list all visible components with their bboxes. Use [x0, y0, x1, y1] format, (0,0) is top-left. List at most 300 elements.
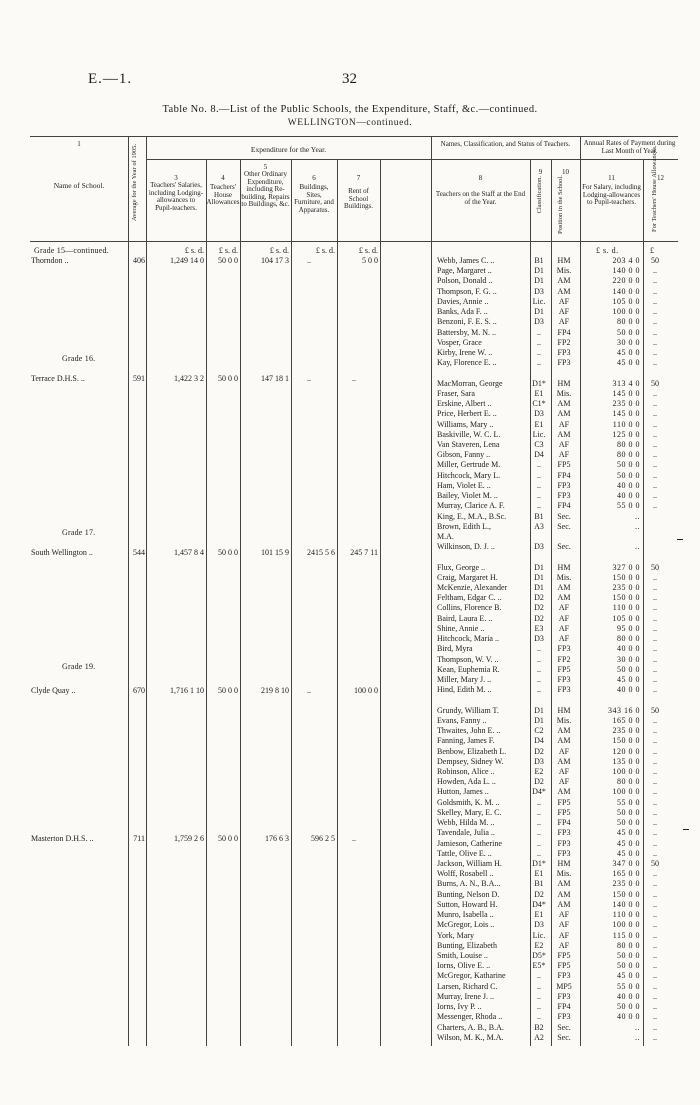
teacher-position: MP5 — [556, 981, 572, 991]
teacher-row — [0, 777, 700, 787]
teacher-position: Mis. — [556, 266, 572, 276]
teacher-salary-rate: 110 0 0 — [612, 603, 640, 613]
teacher-salary-rate: 45 0 0 — [617, 828, 640, 838]
teacher-house-allowance-rate: .. — [653, 470, 657, 480]
exp-buildings: .. — [307, 256, 311, 265]
teacher-salary-rate: 150 0 0 — [612, 889, 640, 899]
teacher-classification: Lic. — [532, 429, 546, 439]
col5-number: 5 — [263, 163, 268, 171]
teacher-salary-rate: 50 0 0 — [617, 807, 640, 817]
teacher-house-allowance-rate: .. — [653, 767, 657, 776]
teacher-row — [0, 757, 700, 767]
exp-other: 176 6 3 — [265, 834, 289, 843]
page-number: 32 — [342, 71, 357, 87]
teacher-name: Wolff, Rosabell .. — [437, 869, 494, 879]
teacher-salary-rate: 45 0 0 — [617, 838, 640, 848]
teacher-name: McKenzie, Alexander — [437, 583, 508, 593]
exp-other: 101 15 9 — [261, 548, 289, 557]
teacher-position: FP5 — [557, 807, 571, 817]
unit-col6: £ s. d. — [315, 246, 335, 255]
teacher-classification: .. — [537, 491, 541, 501]
teacher-row — [0, 1023, 700, 1033]
teacher-classification: D1* — [532, 378, 546, 388]
teacher-position: FP3 — [557, 491, 571, 501]
teacher-name: Webb, James C. .. — [437, 256, 495, 265]
teacher-salary-rate: 50 0 0 — [617, 470, 640, 480]
teacher-row — [0, 624, 700, 634]
teacher-row — [0, 348, 700, 358]
teacher-row — [0, 399, 700, 409]
teacher-name: Erskine, Albert .. — [437, 399, 492, 409]
margin-mark — [683, 829, 689, 830]
teacher-row — [0, 828, 700, 838]
teacher-classification: .. — [537, 347, 541, 357]
teacher-position: FP3 — [557, 991, 571, 1001]
teacher-salary-rate: 80 0 0 — [617, 439, 640, 449]
col10-number: 10 — [562, 168, 569, 176]
exp-house-allowances: 50 0 0 — [218, 548, 238, 557]
teacher-house-allowance-rate: .. — [653, 613, 657, 623]
teacher-position: AF — [558, 746, 570, 756]
teacher-classification: .. — [537, 1002, 541, 1012]
col10-heading: Position in the School. — [557, 175, 564, 234]
teacher-row — [0, 900, 700, 910]
exp-other: 104 17 3 — [261, 256, 289, 265]
col6-number: 6 — [312, 174, 316, 182]
teacher-classification: .. — [537, 818, 541, 828]
pay-group-heading: Annual Rates of Payment during Last Month of Year. — [583, 139, 676, 155]
teacher-name: Craig, Margaret H. — [437, 572, 498, 582]
teacher-classification: D3 — [534, 634, 544, 644]
teacher-house-allowance-rate: .. — [653, 1022, 657, 1032]
col4-heading: Teachers' House Allowances — [206, 183, 240, 207]
teacher-row — [0, 971, 700, 981]
teacher-position: Sec. — [557, 521, 571, 531]
teacher-classification: Lic. — [532, 930, 546, 940]
teacher-position: Mis. — [556, 572, 572, 582]
teacher-house-allowance-rate: .. — [653, 807, 657, 817]
exp-salaries: 1,249 14 0 — [170, 256, 204, 265]
teacher-row — [0, 818, 700, 828]
teacher-position: FP3 — [557, 848, 571, 858]
teacher-salary-rate: 40 0 0 — [617, 991, 640, 1001]
teacher-name: Thompson, F. G. .. — [437, 286, 497, 296]
staff-group-rule — [431, 159, 580, 160]
exp-salaries: 1,759 2 6 — [174, 834, 204, 843]
teacher-name: Bailey, Violet M. .. — [437, 491, 498, 501]
teacher-classification: E1 — [534, 869, 544, 879]
teacher-name: Tavendale, Julia .. — [437, 828, 495, 838]
teacher-position: FP3 — [557, 838, 571, 848]
teacher-salary-rate: .. — [635, 542, 640, 552]
teacher-name: Page, Margaret .. — [437, 266, 492, 276]
teacher-name: Miller, Mary J. .. — [437, 675, 492, 685]
teacher-position: AF — [558, 296, 570, 306]
teacher-name: Murray, Clarice A. F. — [437, 501, 505, 511]
school-average: 406 — [133, 256, 145, 265]
teacher-salary-rate: 80 0 0 — [617, 940, 640, 950]
teacher-position: AF — [558, 940, 570, 950]
teacher-position: AF — [558, 634, 570, 644]
teacher-name: Dempsey, Sidney W. — [437, 756, 504, 766]
teacher-name: Thompson, W. V. .. — [437, 654, 499, 664]
teacher-house-allowance-rate: .. — [653, 950, 657, 960]
teacher-row — [0, 859, 700, 869]
teacher-row — [0, 481, 700, 491]
exp-house-allowances: 50 0 0 — [218, 256, 238, 265]
teacher-salary-rate: 235 0 0 — [612, 583, 640, 593]
teacher-position: AF — [558, 603, 570, 613]
teacher-salary-rate: 150 0 0 — [612, 593, 640, 603]
teacher-position: AM — [557, 889, 571, 899]
teacher-name: MacMorran, George — [437, 378, 503, 388]
teacher-classification: D2 — [534, 746, 544, 756]
teacher-salary-rate: 50 0 0 — [617, 327, 640, 337]
col12-number: 12 — [657, 174, 664, 182]
teacher-salary-rate: 135 0 0 — [612, 756, 640, 766]
teacher-house-allowance-rate: .. — [653, 296, 657, 306]
teacher-salary-rate: 110 0 0 — [612, 910, 640, 920]
teacher-position: FP5 — [557, 664, 571, 674]
exp-buildings: 2415 5 6 — [307, 548, 335, 557]
col7-heading: Rent of School Buildings. — [344, 187, 373, 211]
teacher-salary-rate: 100 0 0 — [612, 787, 640, 797]
teacher-house-allowance-rate: .. — [653, 675, 657, 685]
exp-buildings: 596 2 5 — [311, 834, 335, 843]
teacher-house-allowance-rate: .. — [653, 736, 657, 746]
teacher-house-allowance-rate: 50 — [651, 378, 659, 388]
teacher-row — [0, 317, 700, 327]
teacher-row — [0, 573, 700, 583]
teacher-name: Iorns, Olive E. .. — [437, 961, 491, 971]
teacher-row — [0, 665, 700, 675]
teacher-row — [0, 890, 700, 900]
teacher-row — [0, 583, 700, 593]
teacher-house-allowance-rate: .. — [653, 1032, 657, 1042]
teacher-salary-rate: 327 0 0 — [612, 562, 640, 572]
school-name: Thorndon .. — [31, 256, 69, 265]
teacher-position: AF — [558, 930, 570, 940]
teacher-row — [0, 409, 700, 419]
exp-house-allowances: 50 0 0 — [218, 834, 238, 843]
teacher-name: Gibson, Fanny .. — [437, 450, 491, 460]
teacher-row — [0, 941, 700, 951]
teacher-house-allowance-rate: .. — [653, 981, 657, 991]
exp-other: 219 8 10 — [261, 686, 289, 695]
teacher-name: Bunting, Nelson D. — [437, 889, 500, 899]
school-average: 591 — [133, 374, 145, 383]
teacher-classification: E1 — [534, 910, 544, 920]
teacher-house-allowance-rate: .. — [653, 756, 657, 766]
teacher-name: Van Staveren, Lena — [437, 439, 500, 449]
teacher-row — [0, 849, 700, 859]
col3-heading: Teachers' Salaries, including Lodging-allowances to Pupil-teachers. — [148, 181, 204, 212]
staff-group-heading: Names, Classification, and Status of Teachers. — [440, 140, 571, 148]
teacher-house-allowance-rate: .. — [653, 603, 657, 613]
teacher-position: AM — [557, 286, 571, 296]
teacher-position: AM — [557, 756, 571, 766]
teacher-position: Mis. — [556, 869, 572, 879]
teacher-position: AF — [558, 613, 570, 623]
teacher-name: Collins, Florence B. — [437, 603, 502, 613]
teacher-house-allowance-rate: .. — [653, 848, 657, 858]
teacher-classification: .. — [537, 685, 541, 695]
teacher-salary-rate: 140 0 0 — [612, 899, 640, 909]
teacher-position: AM — [557, 429, 571, 439]
teacher-house-allowance-rate: .. — [653, 480, 657, 490]
teacher-salary-rate: 80 0 0 — [617, 317, 640, 327]
teacher-name: Vosper, Grace — [437, 337, 482, 347]
teacher-salary-rate: 100 0 0 — [612, 920, 640, 930]
teacher-position: AF — [558, 419, 570, 429]
teacher-row — [0, 297, 700, 307]
teacher-position: HM — [557, 378, 571, 388]
teacher-salary-rate: 55 0 0 — [617, 981, 640, 991]
teacher-classification: D1* — [532, 858, 546, 868]
teacher-house-allowance-rate: .. — [653, 1012, 657, 1022]
teacher-house-allowance-rate: .. — [653, 797, 657, 807]
teacher-name: M.A. — [437, 531, 454, 541]
teacher-classification: .. — [537, 981, 541, 991]
teacher-house-allowance-rate: .. — [653, 879, 657, 889]
teacher-row — [0, 307, 700, 317]
teacher-house-allowance-rate: .. — [653, 644, 657, 654]
teacher-classification: E2 — [534, 767, 544, 776]
teacher-position: AM — [557, 787, 571, 797]
teacher-house-allowance-rate: 50 — [651, 705, 659, 715]
teacher-row — [0, 430, 700, 440]
exp-salaries: 1,422 3 2 — [174, 374, 204, 383]
teacher-house-allowance-rate: .. — [653, 991, 657, 1001]
teacher-position: FP5 — [557, 460, 571, 470]
teacher-salary-rate: 100 0 0 — [612, 767, 640, 776]
school-average: 670 — [133, 686, 145, 695]
teacher-row — [0, 808, 700, 818]
teacher-salary-rate: 45 0 0 — [617, 675, 640, 685]
col8-heading: Teachers on the Staff at the End of the Year. — [435, 190, 526, 206]
teacher-position: AM — [557, 726, 571, 736]
teacher-house-allowance-rate: .. — [653, 961, 657, 971]
teacher-classification: .. — [537, 358, 541, 368]
school-name: Clyde Quay .. — [31, 686, 76, 695]
teacher-position: AF — [558, 777, 570, 787]
teacher-classification: D4 — [534, 450, 544, 460]
teacher-house-allowance-rate: .. — [653, 715, 657, 725]
teacher-name: Bird, Myra — [437, 644, 473, 654]
teacher-classification: .. — [537, 470, 541, 480]
exp-rent: .. — [352, 834, 356, 843]
teacher-position: FP3 — [557, 971, 571, 981]
teacher-name: Smith, Louise .. — [437, 950, 488, 960]
teacher-salary-rate: 45 0 0 — [617, 848, 640, 858]
teacher-name: Grundy, William T. — [437, 705, 499, 715]
teacher-house-allowance-rate: .. — [653, 266, 657, 276]
teacher-salary-rate: 140 0 0 — [612, 266, 640, 276]
teacher-classification: .. — [537, 654, 541, 664]
teacher-position: HM — [557, 562, 571, 572]
teacher-house-allowance-rate: .. — [653, 347, 657, 357]
teacher-salary-rate: 55 0 0 — [617, 797, 640, 807]
teacher-salary-rate: 50 0 0 — [617, 664, 640, 674]
teacher-name: Thwaites, John E. .. — [437, 726, 501, 736]
teacher-name: Williams, Mary .. — [437, 419, 494, 429]
teacher-classification: D4 — [534, 736, 544, 746]
teacher-house-allowance-rate: .. — [653, 583, 657, 593]
teacher-salary-rate: 30 0 0 — [617, 654, 640, 664]
teacher-position: FP3 — [557, 347, 571, 357]
teacher-name: Polson, Donald .. — [437, 276, 493, 286]
teacher-salary-rate: 125 0 0 — [612, 429, 640, 439]
teacher-row — [0, 368, 700, 378]
teacher-house-allowance-rate: .. — [653, 685, 657, 695]
teacher-house-allowance-rate: .. — [653, 419, 657, 429]
teacher-salary-rate: .. — [635, 1022, 640, 1032]
teacher-classification: .. — [537, 1012, 541, 1022]
teacher-row — [0, 614, 700, 624]
teacher-row — [0, 736, 700, 746]
teacher-position: AF — [558, 439, 570, 449]
teacher-salary-rate: 120 0 0 — [612, 746, 640, 756]
teacher-salary-rate: 80 0 0 — [617, 777, 640, 787]
school-name: Terrace D.H.S. .. — [31, 374, 85, 383]
teacher-classification: E1 — [534, 419, 544, 429]
teacher-name: Banks, Ada F. .. — [437, 307, 488, 317]
teacher-name: Hind, Edith M. .. — [437, 685, 492, 695]
teacher-position: FP4 — [557, 327, 571, 337]
teacher-house-allowance-rate: .. — [653, 491, 657, 501]
teacher-house-allowance-rate: .. — [653, 429, 657, 439]
teacher-salary-rate: 165 0 0 — [612, 715, 640, 725]
teacher-classification: .. — [537, 644, 541, 654]
teacher-house-allowance-rate: .. — [653, 828, 657, 838]
teacher-classification: .. — [537, 337, 541, 347]
teacher-salary-rate: 45 0 0 — [617, 971, 640, 981]
teacher-house-allowance-rate: .. — [653, 838, 657, 848]
teacher-name: Shine, Annie .. — [437, 623, 485, 633]
teacher-classification: E3 — [534, 623, 544, 633]
teacher-house-allowance-rate: 50 — [651, 858, 659, 868]
col12-heading: For Teachers' House Allowances. — [651, 145, 658, 232]
teacher-row — [0, 491, 700, 501]
teacher-salary-rate: 80 0 0 — [617, 634, 640, 644]
teacher-classification: C3 — [534, 439, 544, 449]
teacher-salary-rate: .. — [635, 521, 640, 531]
teacher-row — [0, 726, 700, 736]
teacher-row — [0, 1033, 700, 1043]
unit-col3: £ s. d. — [184, 246, 204, 255]
teacher-salary-rate: 235 0 0 — [612, 879, 640, 889]
teacher-row — [0, 839, 700, 849]
teacher-house-allowance-rate: .. — [653, 317, 657, 327]
teacher-position: AM — [557, 409, 571, 419]
teacher-salary-rate: 150 0 0 — [612, 572, 640, 582]
col5-heading: Other Ordinary Expenditure, including Re-building, Repairs to Buildings, &c. — [241, 170, 290, 209]
col9-number: 9 — [538, 168, 543, 176]
teacher-position: AF — [558, 767, 570, 776]
teacher-row — [0, 920, 700, 930]
col9-heading: Classification. — [536, 176, 543, 214]
teacher-classification: D4* — [532, 787, 546, 797]
exp-rent: 245 7 11 — [350, 548, 378, 557]
teacher-name: Burns, A. N., B.A... — [437, 879, 501, 889]
teacher-classification: D4* — [532, 899, 546, 909]
teacher-salary-rate: 50 0 0 — [617, 460, 640, 470]
teacher-classification: D3 — [534, 286, 544, 296]
teacher-name: Fraser, Sara — [437, 388, 475, 398]
col11-heading: For Salary, including Lodging-allowances to Pupil-teachers. — [582, 183, 641, 207]
teacher-salary-rate: 55 0 0 — [617, 501, 640, 511]
teacher-house-allowance-rate: .. — [653, 930, 657, 940]
teacher-house-allowance-rate: .. — [653, 276, 657, 286]
expenditure-group-heading: Expenditure for the Year. — [250, 145, 327, 154]
teacher-position: FP4 — [557, 818, 571, 828]
teacher-name: Fanning, James F. — [437, 736, 495, 746]
teacher-position: FP5 — [557, 961, 571, 971]
col8-number: 8 — [478, 174, 483, 182]
teacher-classification: D1 — [534, 572, 544, 582]
expenditure-group-rule — [146, 159, 431, 160]
teacher-classification: D2 — [534, 889, 544, 899]
page-code: E.—1. — [88, 71, 133, 87]
teacher-name: Hitchcock, Maria .. — [437, 634, 499, 644]
teacher-name: Murray, Irene J. .. — [437, 991, 495, 1001]
teacher-classification: D5* — [532, 950, 546, 960]
teacher-row — [0, 379, 700, 389]
teacher-salary-rate: 165 0 0 — [612, 869, 640, 879]
school-average: 544 — [133, 548, 145, 557]
teacher-house-allowance-rate: .. — [653, 501, 657, 511]
teacher-position: FP2 — [557, 337, 571, 347]
teacher-row — [0, 931, 700, 941]
teacher-house-allowance-rate: .. — [653, 940, 657, 950]
teacher-position: AF — [558, 450, 570, 460]
pay-group-rule — [580, 159, 678, 160]
teacher-row — [0, 695, 700, 705]
teacher-salary-rate: 80 0 0 — [617, 450, 640, 460]
teacher-row — [0, 747, 700, 757]
col3-number: 3 — [174, 174, 178, 182]
teacher-position: Sec. — [557, 1022, 571, 1032]
teacher-row — [0, 675, 700, 685]
teacher-row — [0, 471, 700, 481]
teacher-row — [0, 266, 700, 276]
teacher-row — [0, 1002, 700, 1012]
teacher-name: Price, Herbert E. .. — [437, 409, 497, 419]
teacher-name: Feltham, Edgar C. .. — [437, 593, 502, 603]
exp-house-allowances: 50 0 0 — [218, 686, 238, 695]
teacher-name: York, Mary — [437, 930, 474, 940]
teacher-salary-rate: 40 0 0 — [617, 491, 640, 501]
teacher-name: Messenger, Rhoda .. — [437, 1012, 503, 1022]
school-average: 711 — [133, 834, 145, 843]
teacher-salary-rate: 95 0 0 — [617, 623, 640, 633]
teacher-name: Iorns, Ivy P. .. — [437, 1002, 482, 1012]
unit-col4: £ s. d. — [218, 246, 238, 255]
teacher-name: Hitchcock, Mary L. — [437, 470, 501, 480]
teacher-row — [0, 501, 700, 511]
teacher-salary-rate: 30 0 0 — [617, 337, 640, 347]
teacher-house-allowance-rate: .. — [653, 746, 657, 756]
col2-heading: Average for the Year of 1905. — [131, 144, 138, 221]
teacher-house-allowance-rate: .. — [653, 899, 657, 909]
section-label: Grade 17. — [62, 528, 96, 537]
teacher-position: FP5 — [557, 950, 571, 960]
teacher-position: FP3 — [557, 644, 571, 654]
col7-number: 7 — [356, 174, 361, 182]
teacher-classification: .. — [537, 480, 541, 490]
teacher-name: Webb, Hilda M. .. — [437, 818, 495, 828]
teacher-name: Skelley, Mary, E. C. — [437, 807, 502, 817]
